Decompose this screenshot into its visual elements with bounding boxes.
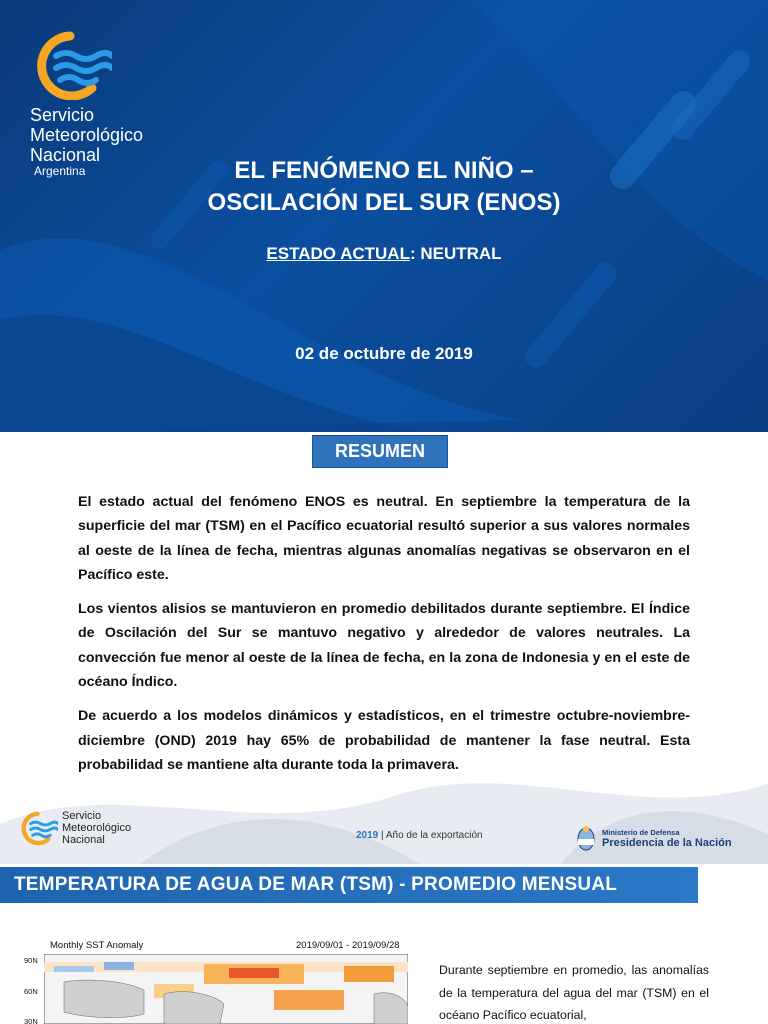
presidency-label: Presidencia de la Nación: [602, 836, 732, 849]
lat-label-90n: 90N: [24, 956, 38, 965]
cover-title: [0, 155, 768, 219]
cover-title-line-1: EL FENÓMENO EL NIÑO –: [234, 157, 534, 184]
ministry-label: Ministerio de Defensa: [602, 827, 680, 837]
footer-logo-line-3: Nacional: [62, 834, 105, 846]
national-emblem-icon: [576, 824, 596, 852]
logo-country: Argentina: [34, 164, 86, 178]
lat-label-30n: 30N: [24, 1017, 38, 1024]
sst-description: Durante septiembre en promedio, las anomalías de la temperatura del agua del mar (TSM) en el océano Pacífico ecuatorial,: [439, 963, 709, 1022]
map-date-range: 2019/09/01 - 2019/09/28: [296, 940, 400, 951]
summary-slide: [0, 432, 768, 864]
logo-line-3: Nacional: [30, 145, 101, 165]
summary-paragraph-3: De acuerdo a los modelos dinámicos y estadísticos, en el trimestre octubre-noviembre-diciembre (OND) 2019 hay 65% de probabilidad de mantener la fase neutral. Esta probabilidad se mantiene alta durante toda la primavera.: [78, 708, 690, 773]
status-value: : NEUTRAL: [409, 244, 502, 263]
summary-paragraph-1: El estado actual del fenómeno ENOS es neutral. En septiembre la temperatura de la superficie del mar (TSM) en el Pacífico ecuatorial resultó superior a sus valores normales al oeste de la línea de fecha, mientras algunas anomalías negativas se observaron en el Pacífico este.: [78, 494, 690, 583]
logo-line-2: Meteorológico: [30, 125, 144, 145]
cover-slide: [0, 0, 768, 432]
footer-smn-logo: [18, 810, 131, 846]
sst-heading-band: TEMPERATURA DE AGUA DE MAR (TSM) - PROMEDIO MENSUAL: [0, 867, 698, 903]
footer-year: 2019: [356, 830, 379, 841]
footer-motto: | Año de la exportación: [378, 830, 483, 841]
logo-line-1: Servicio: [30, 105, 95, 125]
sst-anomaly-map: [44, 954, 408, 1024]
status-label: ESTADO ACTUAL: [266, 244, 410, 263]
summary-body: [78, 490, 690, 787]
footer-smn-logo-icon: [18, 810, 58, 846]
lat-label-60n: 60N: [24, 987, 38, 996]
current-status: [0, 244, 768, 264]
footer-ministry: [576, 824, 732, 852]
footer-logo-line-1: Servicio: [62, 810, 102, 822]
smn-logo-icon: [30, 30, 112, 100]
cover-date: 02 de octubre de 2019: [295, 344, 473, 363]
sst-slide: [0, 864, 768, 1024]
cover-title-line-2: OSCILACIÓN DEL SUR (ENOS): [207, 189, 561, 216]
footer-logo-text: [62, 810, 131, 846]
footer-year-motto: [356, 830, 483, 841]
footer-logo-line-2: Meteorológico: [62, 822, 132, 834]
map-title: Monthly SST Anomaly: [50, 940, 144, 951]
summary-paragraph-2: Los vientos alisios se mantuvieron en promedio debilitados durante septiembre. El Índice de Oscilación del Sur se mantuvo negativo y alrededor de valores neutrales. La convección fue menor al oeste de la línea de fecha, en la zona de Indonesia y en el este de océano Índico.: [78, 601, 690, 691]
summary-heading: RESUMEN: [312, 435, 448, 468]
